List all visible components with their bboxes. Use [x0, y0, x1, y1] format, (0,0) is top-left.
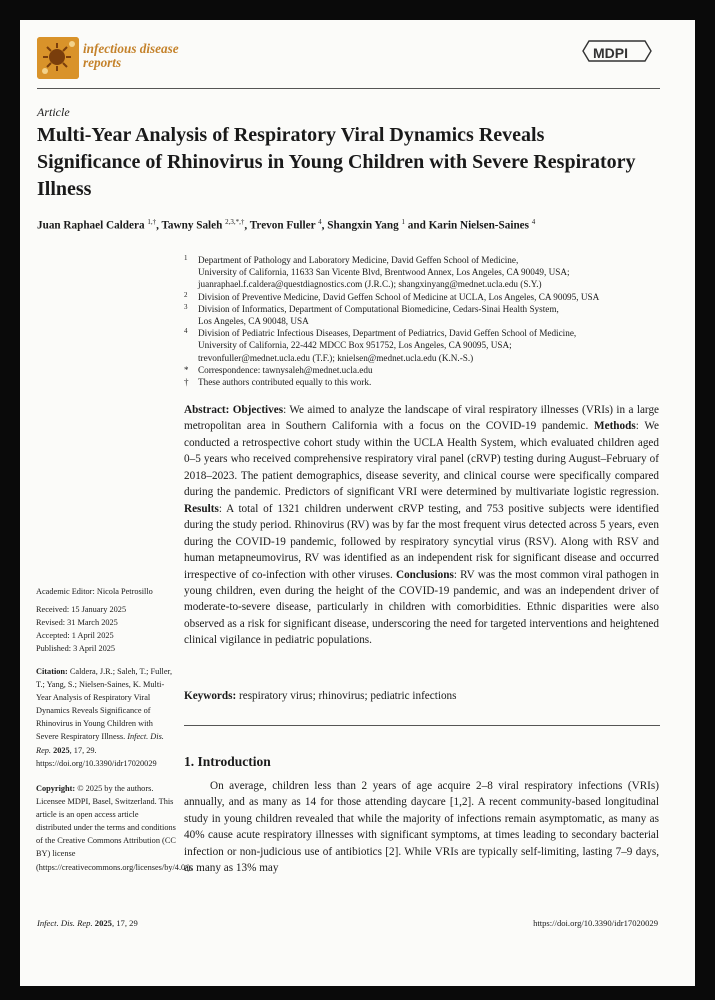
introduction-text: On average, children less than 2 years of age acquire 2–8 viral respiratory infections (VRIs) annually, and as many as 14 for those attending daycare [1,2]. A recent community-based longitudinal study in young children revealed that while the majority of infections remain asymptomatic, as many as 40% cause acute respiratory illnesses with significant symptoms, at times leading to secondary bacterial infection or non-judicious use of antibiotics [2]. While VRIs are typically self-limiting, lasting 7–9 days, as many as 13% may [184, 780, 659, 875]
article-type: Article [37, 105, 70, 119]
keywords: Keywords: respiratory virus; rhinovirus; pediatric infections [184, 690, 457, 702]
affiliation-item: 3 Division of Informatics, Department of Computational Biomedicine, Cedars-Sinai Health System, Los Angeles, CA 90048, USA [184, 302, 559, 327]
article-title: Multi-Year Analysis of Respiratory Viral Dynamics Reveals Significance of Rhinovirus in Young Children with Severe Respiratory Illness [37, 124, 636, 200]
affiliations [184, 254, 662, 388]
author-name[interactable]: Shangxin Yang [327, 219, 399, 232]
publication-dates: Received: 15 January 2025 Revised: 31 March 2025 Accepted: 1 April 2025 Published: 3 April 2025 [36, 605, 127, 654]
publisher-logo: MDPI [583, 44, 618, 60]
academic-editor: Academic Editor: Nicola Petrosillo [36, 587, 153, 596]
author-name[interactable]: Karin Nielsen-Saines [428, 219, 529, 232]
header-rule [37, 88, 660, 89]
citation-doi-link[interactable]: , 17, 29. https://doi.org/10.3390/idr17020029 [36, 745, 157, 768]
affiliation-item: 1 Department of Pathology and Laboratory Medicine, David Geffen School of Medicine, University of California, 11633 San Vicente Blvd, Brentwood Annex, Los Angeles, CA 90049, USA; juanraphael.f.caldera@questdiagnostics.com (J.R.C.); shangxinyang@mednet.ucla.edu (S.Y.) [184, 254, 570, 290]
affiliation-item: 4 Division of Pediatric Infectious Diseases, Department of Pediatrics, David Geffen School of Medicine, University of California, 22-442 MDCC Box 951752, Los Angeles, CA 90095, USA; trevonfuller@mednet.ucla.edu (T.F.); knielsen@mednet.ucla.edu (K.N.-S.) [184, 327, 577, 363]
affiliation-item: 2 Division of Preventive Medicine, David Geffen School of Medicine at UCLA, Los Angeles, CA 90095, USA [184, 290, 600, 302]
citation: Citation: Caldera, J.R.; Saleh, T.; Fuller, T.; Yang, S.; Nielsen-Saines, K. Multi-Year Analysis of Respiratory Viral Dynamics Reveals Significance of Rhinovirus in Young Children with Severe Respiratory Illness. Infect. Dis. Rep. 2025, 17, 29. https://doi.org/10.3390/idr17020029 [36, 667, 173, 768]
abstract: Abstract: Objectives: We aimed to analyze the landscape of viral respiratory illnesses (VRIs) in a large metropolitan area in Southern California with a focus on the COVID-19 pandemic. Methods: We conducted a retrospective cohort study within the UCLA Health System, which evaluated children aged 0–5 years who received comprehensive respiratory viral panel (cRVP) testing during August–February of 2018–2023. The patient demographics, disease severity, and clinical course were specifically compared during the pandemic. Predictors of significant VRI were determined by multivariate logistic regression. Results: A total of 1321 children underwent cRVP testing, and 753 positive subjects were identified during the study period. Rhinovirus (RV) was by far the most frequent virus detected across 5 years, even during the COVID-19 pandemic, followed by respiratory syncytial virus (RSV). Along with RSV and human metapneumovirus, RV was identified as an independent risk for significant disease and occurred irrespective of co-infection with other viruses. Conclusions: RV was the most common viral pathogen in young children, even during the height of the COVID-19 pandemic, and was an independent driver of moderate-to-severe disease, particularly in children with comorbidities. Ethnic disparities were also observed as a risk for significant disease, underscoring the need for targeted interventions and heightened clinical vigilance in pediatric populations. [184, 404, 660, 647]
section-divider [184, 725, 660, 726]
equal-contribution-note: † These authors contributed equally to this work. [184, 377, 372, 388]
journal-logo-icon [37, 37, 79, 79]
author-name[interactable]: Juan Raphael Caldera [37, 219, 145, 232]
author-name[interactable]: Trevon Fuller [249, 219, 316, 232]
section-heading: 1. Introduction [184, 754, 271, 769]
author-name[interactable]: Tawny Saleh [161, 219, 223, 232]
correspondence-note: * Correspondence: tawnysaleh@mednet.ucla.edu [184, 364, 373, 375]
journal-name: infectious disease reports [83, 41, 179, 70]
footer-citation: Infect. Dis. Rep. 2025, 17, 29 [37, 918, 138, 928]
author-list: Juan Raphael Caldera $^{1,\dagger}$, Tawny Saleh $^{2,3,*,\dagger}$, Trevon Fuller $^4$, Shangxin Yang $^1$ and Karin Nielsen-Saines $^4$ [37, 218, 536, 232]
copyright: Copyright: © 2025 by the authors. Licensee MDPI, Basel, Switzerland. This article is an open access article distributed under the terms and conditions of the Creative Commons Attribution (CC BY) license (https://creativecommons.org/licenses/by/4.0/). [36, 784, 193, 872]
footer-doi-link[interactable]: https://doi.org/10.3390/idr17020029 [533, 918, 658, 928]
